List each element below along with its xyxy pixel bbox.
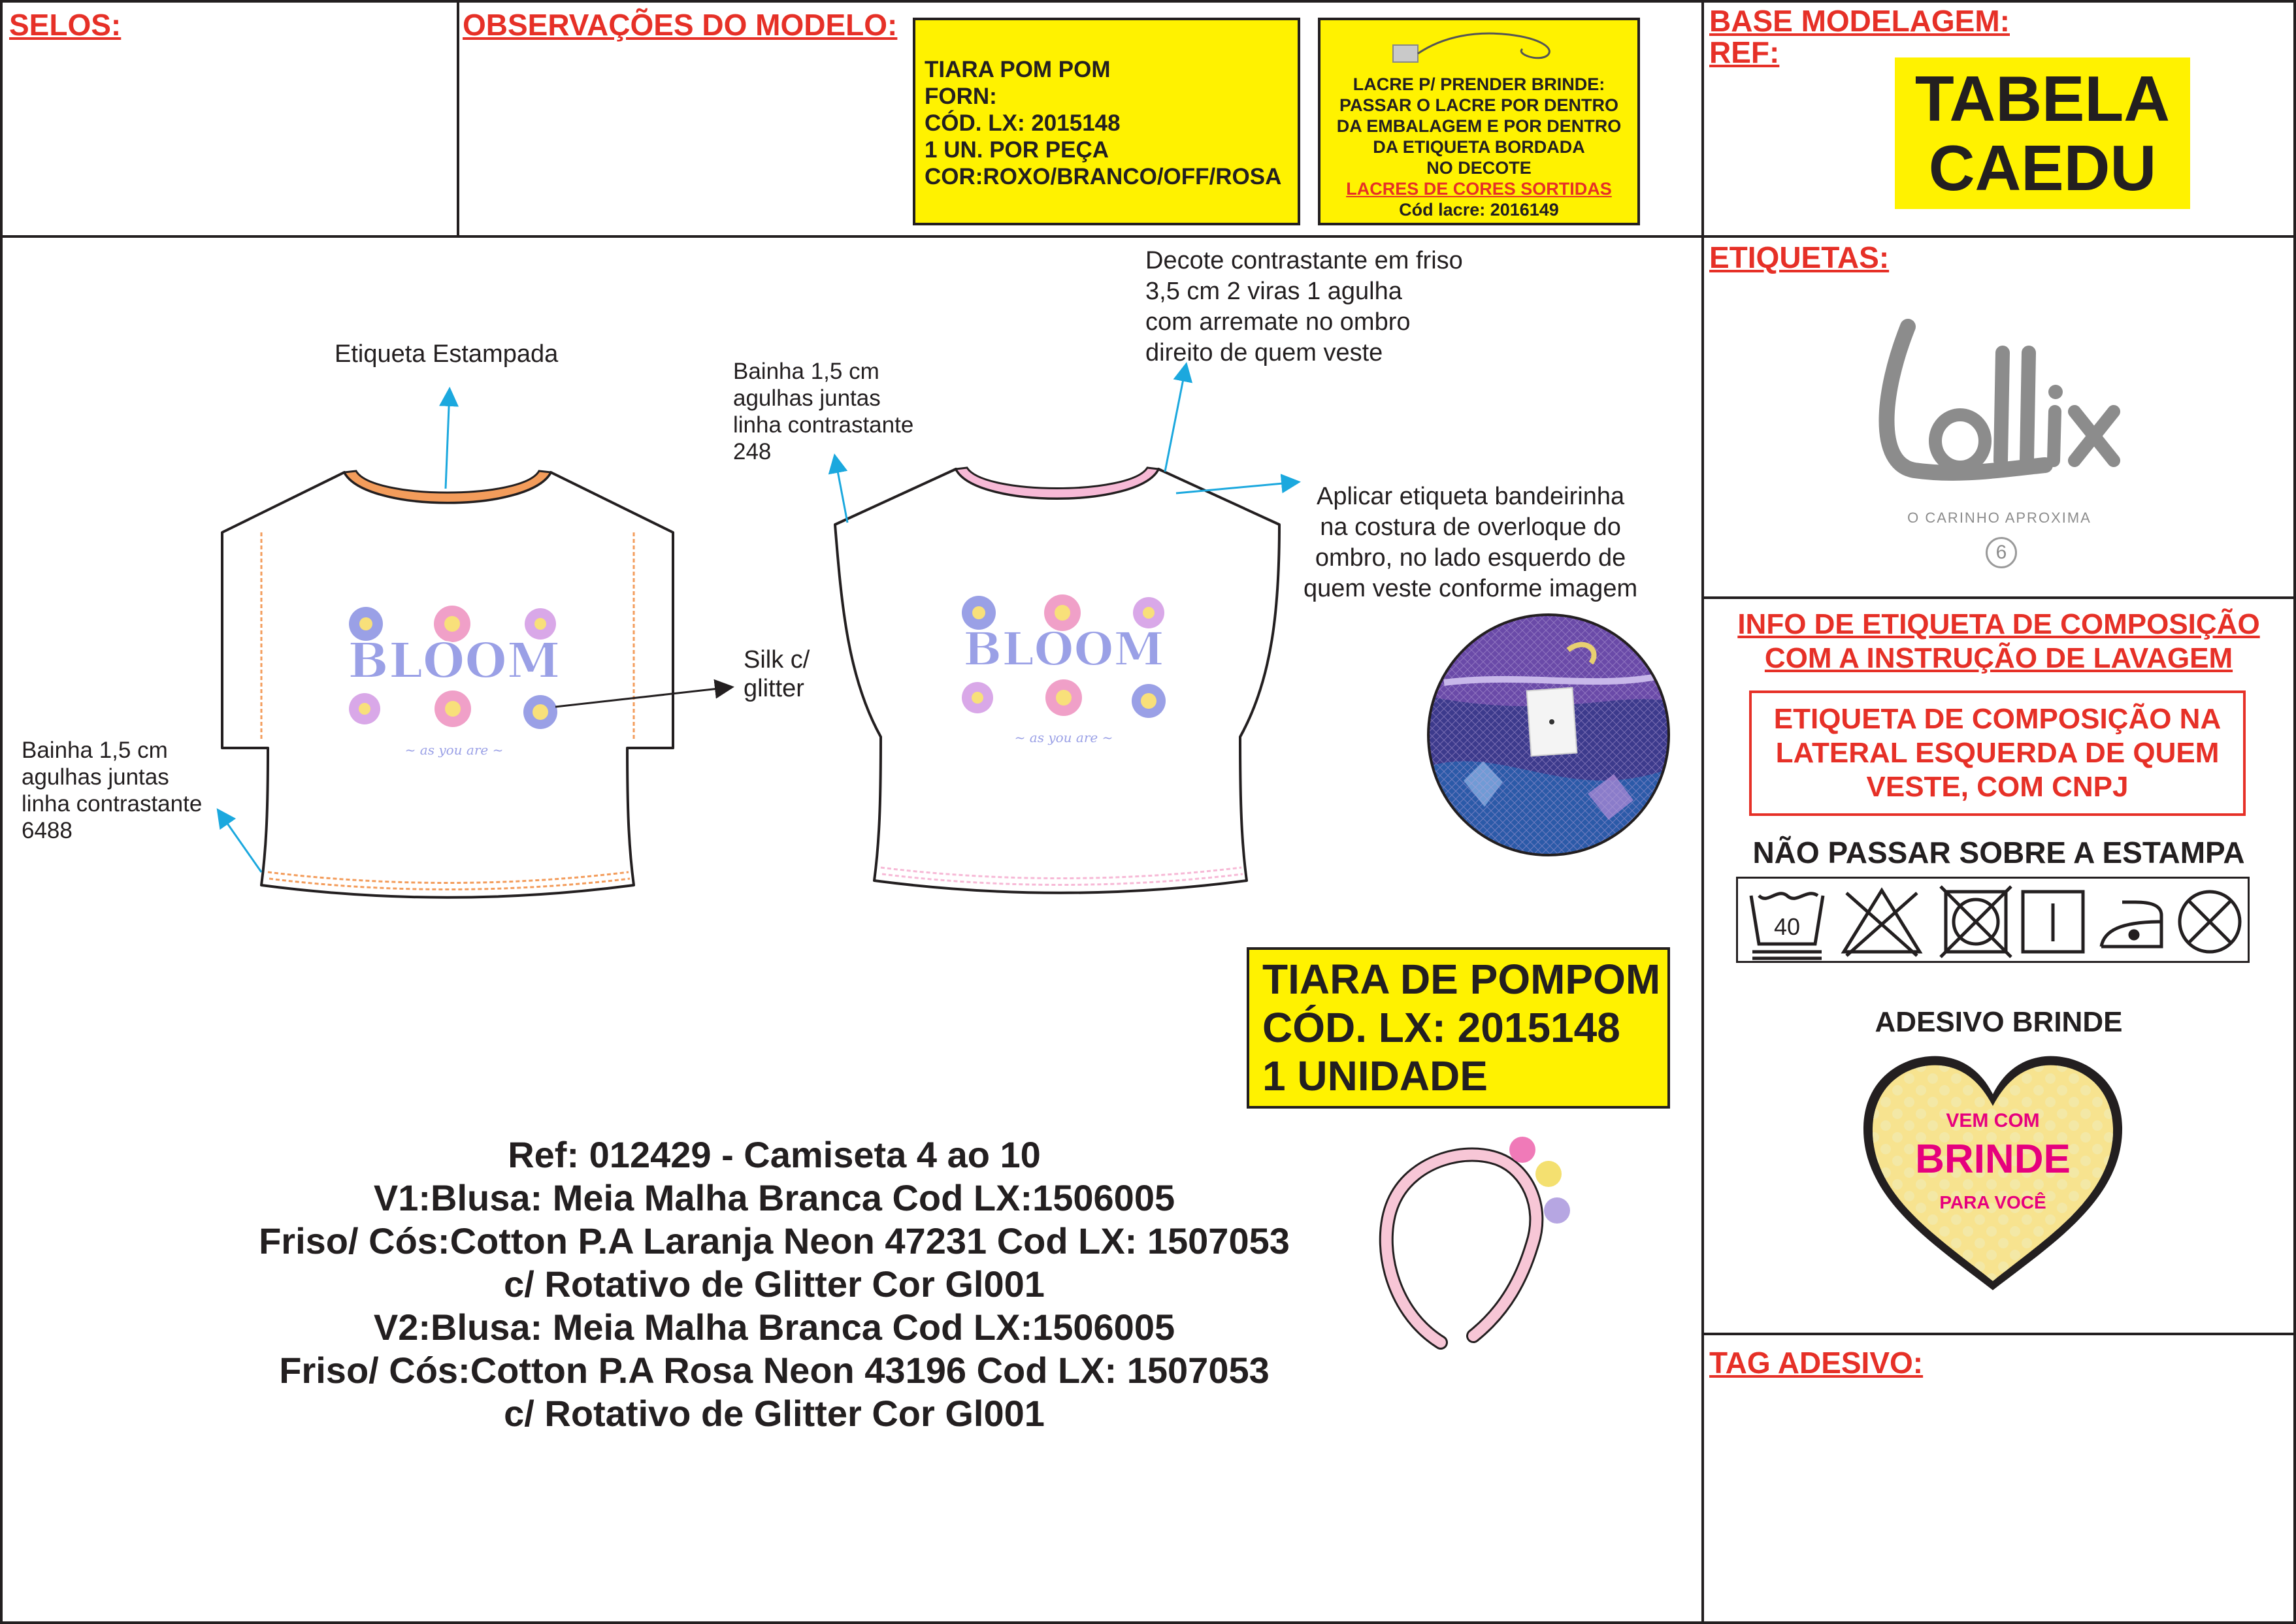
- annotation-line: com arremate no ombro: [1145, 308, 1411, 336]
- reference-block: [176, 1133, 1372, 1435]
- selos-label: SELOS:: [9, 8, 122, 42]
- base-modelagem-label: BASE MODELAGEM:: [1709, 4, 2010, 38]
- brand-tagline: O CARINHO APROXIMA: [1907, 510, 2091, 526]
- annotation-line: glitter: [744, 675, 804, 702]
- info-title-line: INFO DE ETIQUETA DE COMPOSIÇÃO: [1737, 608, 2260, 640]
- tiara-pompom-box: [1247, 947, 1670, 1109]
- bloom-print-text: BLOOM: [348, 633, 561, 689]
- composicao-line: VESTE, COM CNPJ: [1866, 771, 2129, 803]
- annotation-line: Bainha 1,5 cm: [733, 359, 879, 384]
- lacre-line: NO DECOTE: [1426, 158, 1532, 178]
- lacre-line: LACRE P/ PRENDER BRINDE:: [1353, 74, 1605, 94]
- tiara-info-line: FORN:: [925, 84, 997, 109]
- annotation-line: 3,5 cm 2 viras 1 agulha: [1145, 278, 1402, 305]
- annotation-line: Silk c/: [744, 646, 810, 674]
- sticker-line-3: PARA VOCÊ: [1939, 1192, 2046, 1212]
- size-number: 6: [1995, 542, 2007, 563]
- annotation-line: na costura de overloque do: [1320, 513, 1621, 541]
- annotation-bainha-left: [22, 737, 202, 844]
- info-title-line: COM A INSTRUÇÃO DE LAVAGEM: [1764, 642, 2233, 674]
- tag-adesivo-label: TAG ADESIVO:: [1709, 1346, 1924, 1380]
- annotation-line: 248: [733, 439, 772, 464]
- reference-line: V2:Blusa: Meia Malha Branca Cod LX:1506005: [373, 1307, 1175, 1348]
- sticker-line-1: VEM COM: [1946, 1110, 2040, 1131]
- reference-line: Friso/ Cós:Cotton P.A Rosa Neon 43196 Cod LX: 1507053: [279, 1350, 1270, 1391]
- print-subtitle: ~ as you are ~: [404, 742, 504, 758]
- lacre-line: DA ETIQUETA BORDADA: [1373, 137, 1585, 157]
- tiara-box-line: CÓD. LX: 2015148: [1262, 1004, 1620, 1051]
- lacre-line: PASSAR O LACRE POR DENTRO: [1339, 95, 1619, 115]
- reference-line: V1:Blusa: Meia Malha Branca Cod LX:1506005: [373, 1177, 1175, 1218]
- reference-line: Ref: 012429 - Camiseta 4 ao 10: [508, 1134, 1041, 1175]
- tiara-info-line: 1 UN. POR PEÇA: [925, 137, 1109, 163]
- bloom-print-text: BLOOM: [963, 622, 1164, 676]
- nao-passar-text: NÃO PASSAR SOBRE A ESTAMPA: [1752, 836, 2245, 869]
- tabela-line: TABELA: [1914, 63, 2171, 135]
- tiara-box-line: TIARA DE POMPOM: [1262, 956, 1661, 1003]
- observacoes-label: OBSERVAÇÕES DO MODELO:: [463, 8, 898, 42]
- tiara-info-line: CÓD. LX: 2015148: [925, 110, 1121, 136]
- annotation-bainha-right: [733, 358, 913, 465]
- annotation-etiqueta-estampada: Etiqueta Estampada: [335, 340, 559, 368]
- lacre-line: DA EMBALAGEM E POR DENTRO: [1336, 116, 1622, 136]
- sticker-line-2: BRINDE: [1915, 1137, 2071, 1182]
- annotation-line: direito de quem veste: [1145, 339, 1383, 366]
- annotation-silk: [744, 645, 810, 703]
- annotation-line: Decote contrastante em friso: [1145, 247, 1463, 274]
- tiara-headband-image: [1375, 1133, 1584, 1349]
- lacre-highlight: LACRES DE CORES SORTIDAS: [1346, 179, 1612, 199]
- adesivo-brinde-label: ADESIVO BRINDE: [1875, 1006, 2123, 1038]
- annotation-line: quem veste conforme imagem: [1304, 575, 1638, 602]
- annotation-line: Bainha 1,5 cm: [22, 738, 168, 763]
- print-subtitle: ~ as you are ~: [1014, 730, 1113, 745]
- tabela-line: CAEDU: [1928, 132, 2157, 204]
- annotation-line: ombro, no lado esquerdo de: [1315, 544, 1626, 572]
- composicao-line: ETIQUETA DE COMPOSIÇÃO NA: [1773, 703, 2222, 735]
- annotation-line: Aplicar etiqueta bandeirinha: [1317, 483, 1625, 510]
- ref-label: REF:: [1709, 35, 1780, 69]
- annotation-line: agulhas juntas: [733, 385, 881, 411]
- reference-line: c/ Rotativo de Glitter Cor Gl001: [504, 1393, 1045, 1434]
- composicao-line: LATERAL ESQUERDA DE QUEM: [1775, 737, 2220, 769]
- annotation-line: linha contrastante: [22, 791, 203, 817]
- annotation-decote: [1145, 246, 1463, 368]
- annotation-line: agulhas juntas: [22, 764, 169, 790]
- tiara-info-line: COR:ROXO/BRANCO/OFF/ROSA: [925, 164, 1282, 189]
- reference-line: c/ Rotativo de Glitter Cor Gl001: [504, 1263, 1045, 1305]
- wash-temp: 40: [1773, 913, 1801, 940]
- annotation-aplicar: [1304, 481, 1637, 604]
- lacre-code: Cód lacre: 2016149: [1399, 200, 1559, 219]
- etiquetas-label: ETIQUETAS:: [1709, 240, 1890, 274]
- tiara-box-line: 1 UNIDADE: [1262, 1052, 1488, 1099]
- reference-line: Friso/ Cós:Cotton P.A Laranja Neon 47231 Cod LX: 1507053: [259, 1220, 1290, 1261]
- label-detail-photo: [1424, 611, 1673, 859]
- tiara-info-line: TIARA POM POM: [925, 57, 1111, 82]
- annotation-line: 6488: [22, 818, 73, 843]
- annotation-line: linha contrastante: [733, 412, 914, 438]
